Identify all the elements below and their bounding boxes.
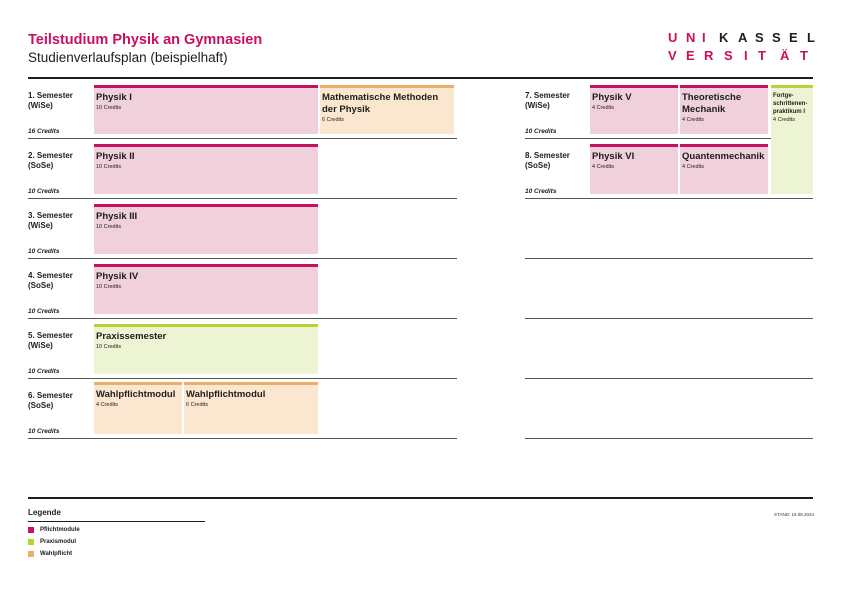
right-row-divider-5 <box>525 378 813 379</box>
semester-5-label: 5. Semester (WiSe) <box>28 331 73 350</box>
right-row-divider-3 <box>525 258 813 259</box>
module-physik-6[interactable]: Physik VI 4 Credits <box>590 144 678 194</box>
semester-7-credits: 10 Credits <box>525 128 557 135</box>
semester-4-credits: 10 Credits <box>28 308 60 315</box>
right-row-divider-6 <box>525 438 813 439</box>
module-quantenmechanik[interactable]: Quantenmechanik 4 Credits <box>680 144 768 194</box>
top-divider <box>28 77 813 79</box>
semester-3-divider <box>28 258 457 259</box>
legend-item-wahl: Wahlpflicht <box>28 551 72 557</box>
page-title: Teilstudium Physik an Gymnasien <box>28 32 263 48</box>
semester-1-label: 1. Semester (WiSe) <box>28 91 73 110</box>
legend-divider <box>28 521 205 522</box>
semester-2-label: 2. Semester (SoSe) <box>28 151 73 170</box>
semester-7-divider <box>525 138 813 139</box>
module-wahlpflicht-2[interactable]: Wahlpflichtmodul 6 Credits <box>184 382 318 434</box>
university-logo: U N I K A S S E L V E R S I T Ä T <box>668 30 815 63</box>
semester-5-credits: 10 Credits <box>28 368 60 375</box>
semester-4-divider <box>28 318 457 319</box>
module-wahlpflicht-1[interactable]: Wahlpflichtmodul 4 Credits <box>94 382 182 434</box>
semester-6-credits: 10 Credits <box>28 428 60 435</box>
legend-item-praxis: Praxismodul <box>28 539 76 545</box>
module-theoretische-mechanik[interactable]: Theoretische Mechanik 4 Credits <box>680 85 768 134</box>
legend-swatch-praxis <box>28 539 34 545</box>
semester-4-label: 4. Semester (SoSe) <box>28 271 73 290</box>
semester-6-divider <box>28 438 457 439</box>
semester-1-divider <box>28 138 457 139</box>
semester-3-credits: 10 Credits <box>28 248 60 255</box>
legend-item-pflicht: Pflichtmodule <box>28 527 80 533</box>
module-physik-5[interactable]: Physik V 4 Credits <box>590 85 678 134</box>
legend-swatch-pflicht <box>28 527 34 533</box>
semester-8-credits: 10 Credits <box>525 188 557 195</box>
module-physik-4[interactable]: Physik IV 10 Credits <box>94 264 318 314</box>
semester-1-credits: 16 Credits <box>28 128 60 135</box>
module-mathematische-methoden[interactable]: Mathematische Methoden der Physik 6 Credits <box>320 85 454 134</box>
module-fortgeschrittenenpraktikum[interactable]: Fortge-schrittenen-praktikum I 4 Credits <box>771 85 813 194</box>
bottom-divider <box>28 497 813 499</box>
semester-2-credits: 10 Credits <box>28 188 60 195</box>
module-praxissemester[interactable]: Praxissemester 10 Credits <box>94 324 318 374</box>
semester-8-label: 8. Semester (SoSe) <box>525 151 570 170</box>
semester-8-divider <box>525 198 813 199</box>
module-physik-3[interactable]: Physik III 10 Credits <box>94 204 318 254</box>
semester-2-divider <box>28 198 457 199</box>
right-row-divider-4 <box>525 318 813 319</box>
semester-3-label: 3. Semester (WiSe) <box>28 211 73 230</box>
semester-6-label: 6. Semester (SoSe) <box>28 391 73 410</box>
legend-title: Legende <box>28 508 61 517</box>
stand-date: STAND: 15.08.2024 <box>774 512 814 517</box>
legend-swatch-wahl <box>28 551 34 557</box>
module-physik-2[interactable]: Physik II 10 Credits <box>94 144 318 194</box>
semester-7-label: 7. Semester (WiSe) <box>525 91 570 110</box>
module-physik-1[interactable]: Physik I 10 Credits <box>94 85 318 134</box>
page-subtitle: Studienverlaufsplan (beispielhaft) <box>28 50 228 65</box>
semester-5-divider <box>28 378 457 379</box>
